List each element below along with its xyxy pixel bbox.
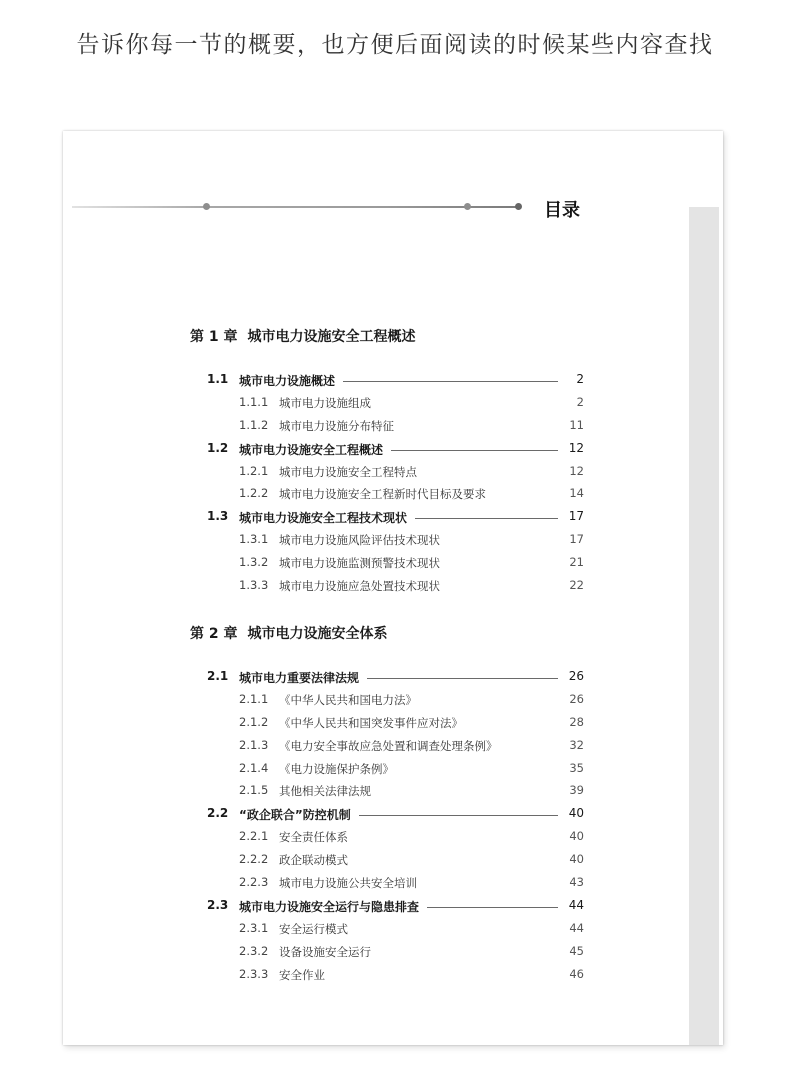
subsection-entry: [0, 555, 790, 573]
subsection-page: 40: [569, 829, 584, 843]
section-entry: [0, 441, 790, 459]
subsection-page: 26: [569, 692, 584, 706]
subsection-title: 《中华人民共和国电力法》: [279, 693, 417, 707]
subsection-page: 11: [569, 418, 584, 432]
subsection-entry: [0, 532, 790, 550]
subsection-entry: [0, 921, 790, 939]
subsection-entry: [0, 395, 790, 413]
subsection-entry: [0, 852, 790, 870]
section-entry: [0, 669, 790, 687]
subsection-page: 40: [569, 852, 584, 866]
subsection-entry: [0, 761, 790, 779]
chapter-heading: [190, 326, 416, 346]
subsection-page: 39: [569, 783, 584, 797]
subsection-page: 2: [576, 395, 584, 409]
subsection-page: 44: [569, 921, 584, 935]
subsection-title: 《中华人民共和国突发事件应对法》: [279, 716, 463, 730]
subsection-title: 城市电力设施公共安全培训: [279, 876, 417, 890]
subsection-number: 1.3.1: [239, 532, 269, 546]
section-number: 2.1: [207, 669, 229, 683]
subsection-title: 城市电力设施安全工程特点: [279, 465, 417, 479]
subsection-page: 17: [569, 532, 584, 546]
subsection-entry: [0, 715, 790, 733]
subsection-number: 2.2.1: [239, 829, 269, 843]
subsection-number: 1.2.1: [239, 464, 269, 478]
page-edge-strip: [689, 207, 719, 1045]
title-rule: [72, 206, 520, 208]
section-entry: [0, 806, 790, 824]
subsection-title: 政企联动模式: [279, 853, 348, 867]
chapter-title: 城市电力设施安全体系: [247, 626, 388, 642]
subsection-entry: [0, 875, 790, 893]
section-page: 40: [568, 806, 584, 820]
subsection-entry: [0, 418, 790, 436]
section-title: 城市电力重要法律法规: [239, 671, 360, 685]
section-title: 城市电力设施安全运行与隐患排查: [239, 900, 420, 914]
leader-line: [391, 450, 558, 451]
section-title: “政企联合”防控机制: [239, 808, 351, 822]
leader-line: [359, 815, 558, 816]
subsection-title: 安全运行模式: [279, 922, 348, 936]
section-page: 12: [568, 441, 584, 455]
subsection-title: 其他相关法律法规: [279, 784, 371, 798]
subsection-entry: [0, 692, 790, 710]
subsection-entry: [0, 738, 790, 756]
subsection-title: 城市电力设施安全工程新时代目标及要求: [279, 487, 486, 501]
subsection-page: 46: [569, 967, 584, 981]
subsection-number: 2.1.1: [239, 692, 269, 706]
subsection-page: 35: [569, 761, 584, 775]
section-entry: [0, 372, 790, 390]
subsection-entry: [0, 464, 790, 482]
toc-title: 目录: [544, 200, 580, 221]
section-entry: [0, 509, 790, 527]
section-number: 2.2: [207, 806, 229, 820]
leader-line: [415, 518, 558, 519]
subsection-entry: [0, 967, 790, 985]
section-page: 17: [568, 509, 584, 523]
subsection-entry: [0, 829, 790, 847]
subsection-entry: [0, 486, 790, 504]
chapter-heading: [190, 623, 388, 643]
subsection-number: 2.2.3: [239, 875, 269, 889]
subsection-number: 1.1.2: [239, 418, 269, 432]
subsection-title: 城市电力设施组成: [279, 396, 371, 410]
subsection-number: 1.3.3: [239, 578, 269, 592]
subsection-number: 2.1.2: [239, 715, 269, 729]
subsection-page: 22: [569, 578, 584, 592]
section-title: 城市电力设施安全工程概述: [239, 443, 384, 457]
rule-dot: [515, 203, 522, 210]
section-entry: [0, 898, 790, 916]
subsection-title: 城市电力设施风险评估技术现状: [279, 533, 440, 547]
subsection-page: 28: [569, 715, 584, 729]
subsection-entry: [0, 578, 790, 596]
subsection-page: 12: [569, 464, 584, 478]
subsection-number: 2.1.5: [239, 783, 269, 797]
subsection-title: 城市电力设施分布特征: [279, 419, 394, 433]
chapter-number: 第 1 章: [190, 329, 238, 345]
subsection-page: 21: [569, 555, 584, 569]
subsection-number: 2.3.2: [239, 944, 269, 958]
chapter-number: 第 2 章: [190, 626, 238, 642]
leader-line: [367, 678, 558, 679]
subsection-number: 2.1.4: [239, 761, 269, 775]
page-caption: 告诉你每一节的概要，也方便后面阅读的时候某些内容查找: [76, 32, 714, 58]
subsection-title: 设备设施安全运行: [279, 945, 371, 959]
subsection-title: 《电力设施保护条例》: [279, 762, 394, 776]
subsection-page: 32: [569, 738, 584, 752]
section-number: 2.3: [207, 898, 229, 912]
subsection-number: 1.1.1: [239, 395, 269, 409]
section-number: 1.2: [207, 441, 229, 455]
subsection-entry: [0, 783, 790, 801]
section-page: 44: [568, 898, 584, 912]
leader-line: [427, 907, 558, 908]
rule-dot: [464, 203, 471, 210]
subsection-entry: [0, 944, 790, 962]
leader-line: [343, 381, 558, 382]
section-title: 城市电力设施概述: [239, 374, 336, 388]
subsection-number: 1.2.2: [239, 486, 269, 500]
subsection-number: 1.3.2: [239, 555, 269, 569]
chapter-title: 城市电力设施安全工程概述: [247, 329, 416, 345]
subsection-title: 城市电力设施监测预警技术现状: [279, 556, 440, 570]
subsection-number: 2.2.2: [239, 852, 269, 866]
subsection-number: 2.1.3: [239, 738, 269, 752]
subsection-title: 安全作业: [279, 968, 325, 982]
subsection-number: 2.3.3: [239, 967, 269, 981]
subsection-page: 14: [569, 486, 584, 500]
subsection-number: 2.3.1: [239, 921, 269, 935]
section-number: 1.1: [207, 372, 229, 386]
subsection-title: 城市电力设施应急处置技术现状: [279, 579, 440, 593]
subsection-page: 43: [569, 875, 584, 889]
subsection-title: 安全责任体系: [279, 830, 348, 844]
subsection-page: 45: [569, 944, 584, 958]
subsection-title: 《电力安全事故应急处置和调查处理条例》: [279, 739, 498, 753]
section-page: 26: [568, 669, 584, 683]
section-title: 城市电力设施安全工程技术现状: [239, 511, 408, 525]
section-page: 2: [576, 372, 584, 386]
section-number: 1.3: [207, 509, 229, 523]
rule-dot: [203, 203, 210, 210]
